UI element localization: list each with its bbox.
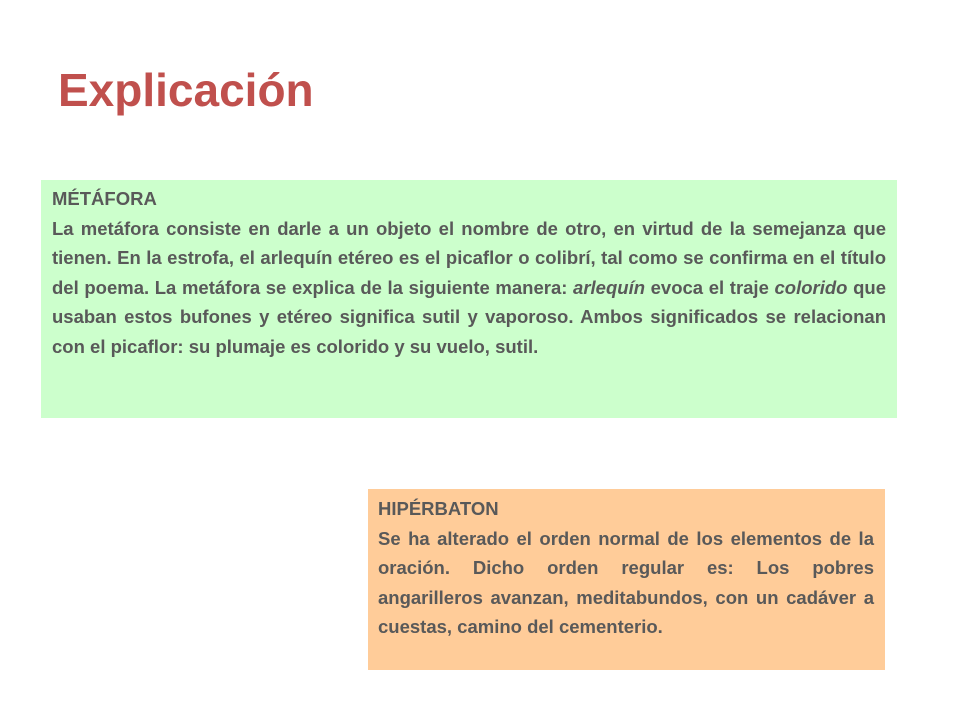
metafora-italic-colorido: colorido (774, 276, 848, 298)
metafora-italic-arlequin: arlequín (573, 276, 646, 298)
hiperbaton-box (368, 489, 885, 670)
metafora-body-part-1: La metáfora consiste en darle a un objeto el nombre de otro, en virtud de la semejanza que tienen. En la estrofa, el arlequín etéreo es el picaflor o colibrí, tal como se confirma en el título del poema. La metáfora se explica de la siguiente manera: (52, 217, 886, 298)
hiperbaton-heading: HIPÉRBATON (378, 498, 499, 519)
hiperbaton-body: Se ha alterado el orden normal de los elementos de la oración. Dicho orden regular es: Los pobres angarilleros avanzan, meditabundos, con un cadáver a cuestas, camino del cementerio. (378, 527, 874, 638)
metafora-heading: MÉTÁFORA (52, 188, 157, 209)
metafora-body-part-2: evoca el traje (645, 276, 775, 298)
metafora-box (41, 180, 897, 418)
metafora-body (52, 214, 886, 362)
page-title: Explicación (58, 64, 314, 116)
metafora-body-part-3: que usaban estos bufones y etéreo significa sutil y vaporoso. Ambos significados se relacionan con el picaflor: su plumaje es colorido y su vuelo, sutil. (52, 276, 887, 357)
